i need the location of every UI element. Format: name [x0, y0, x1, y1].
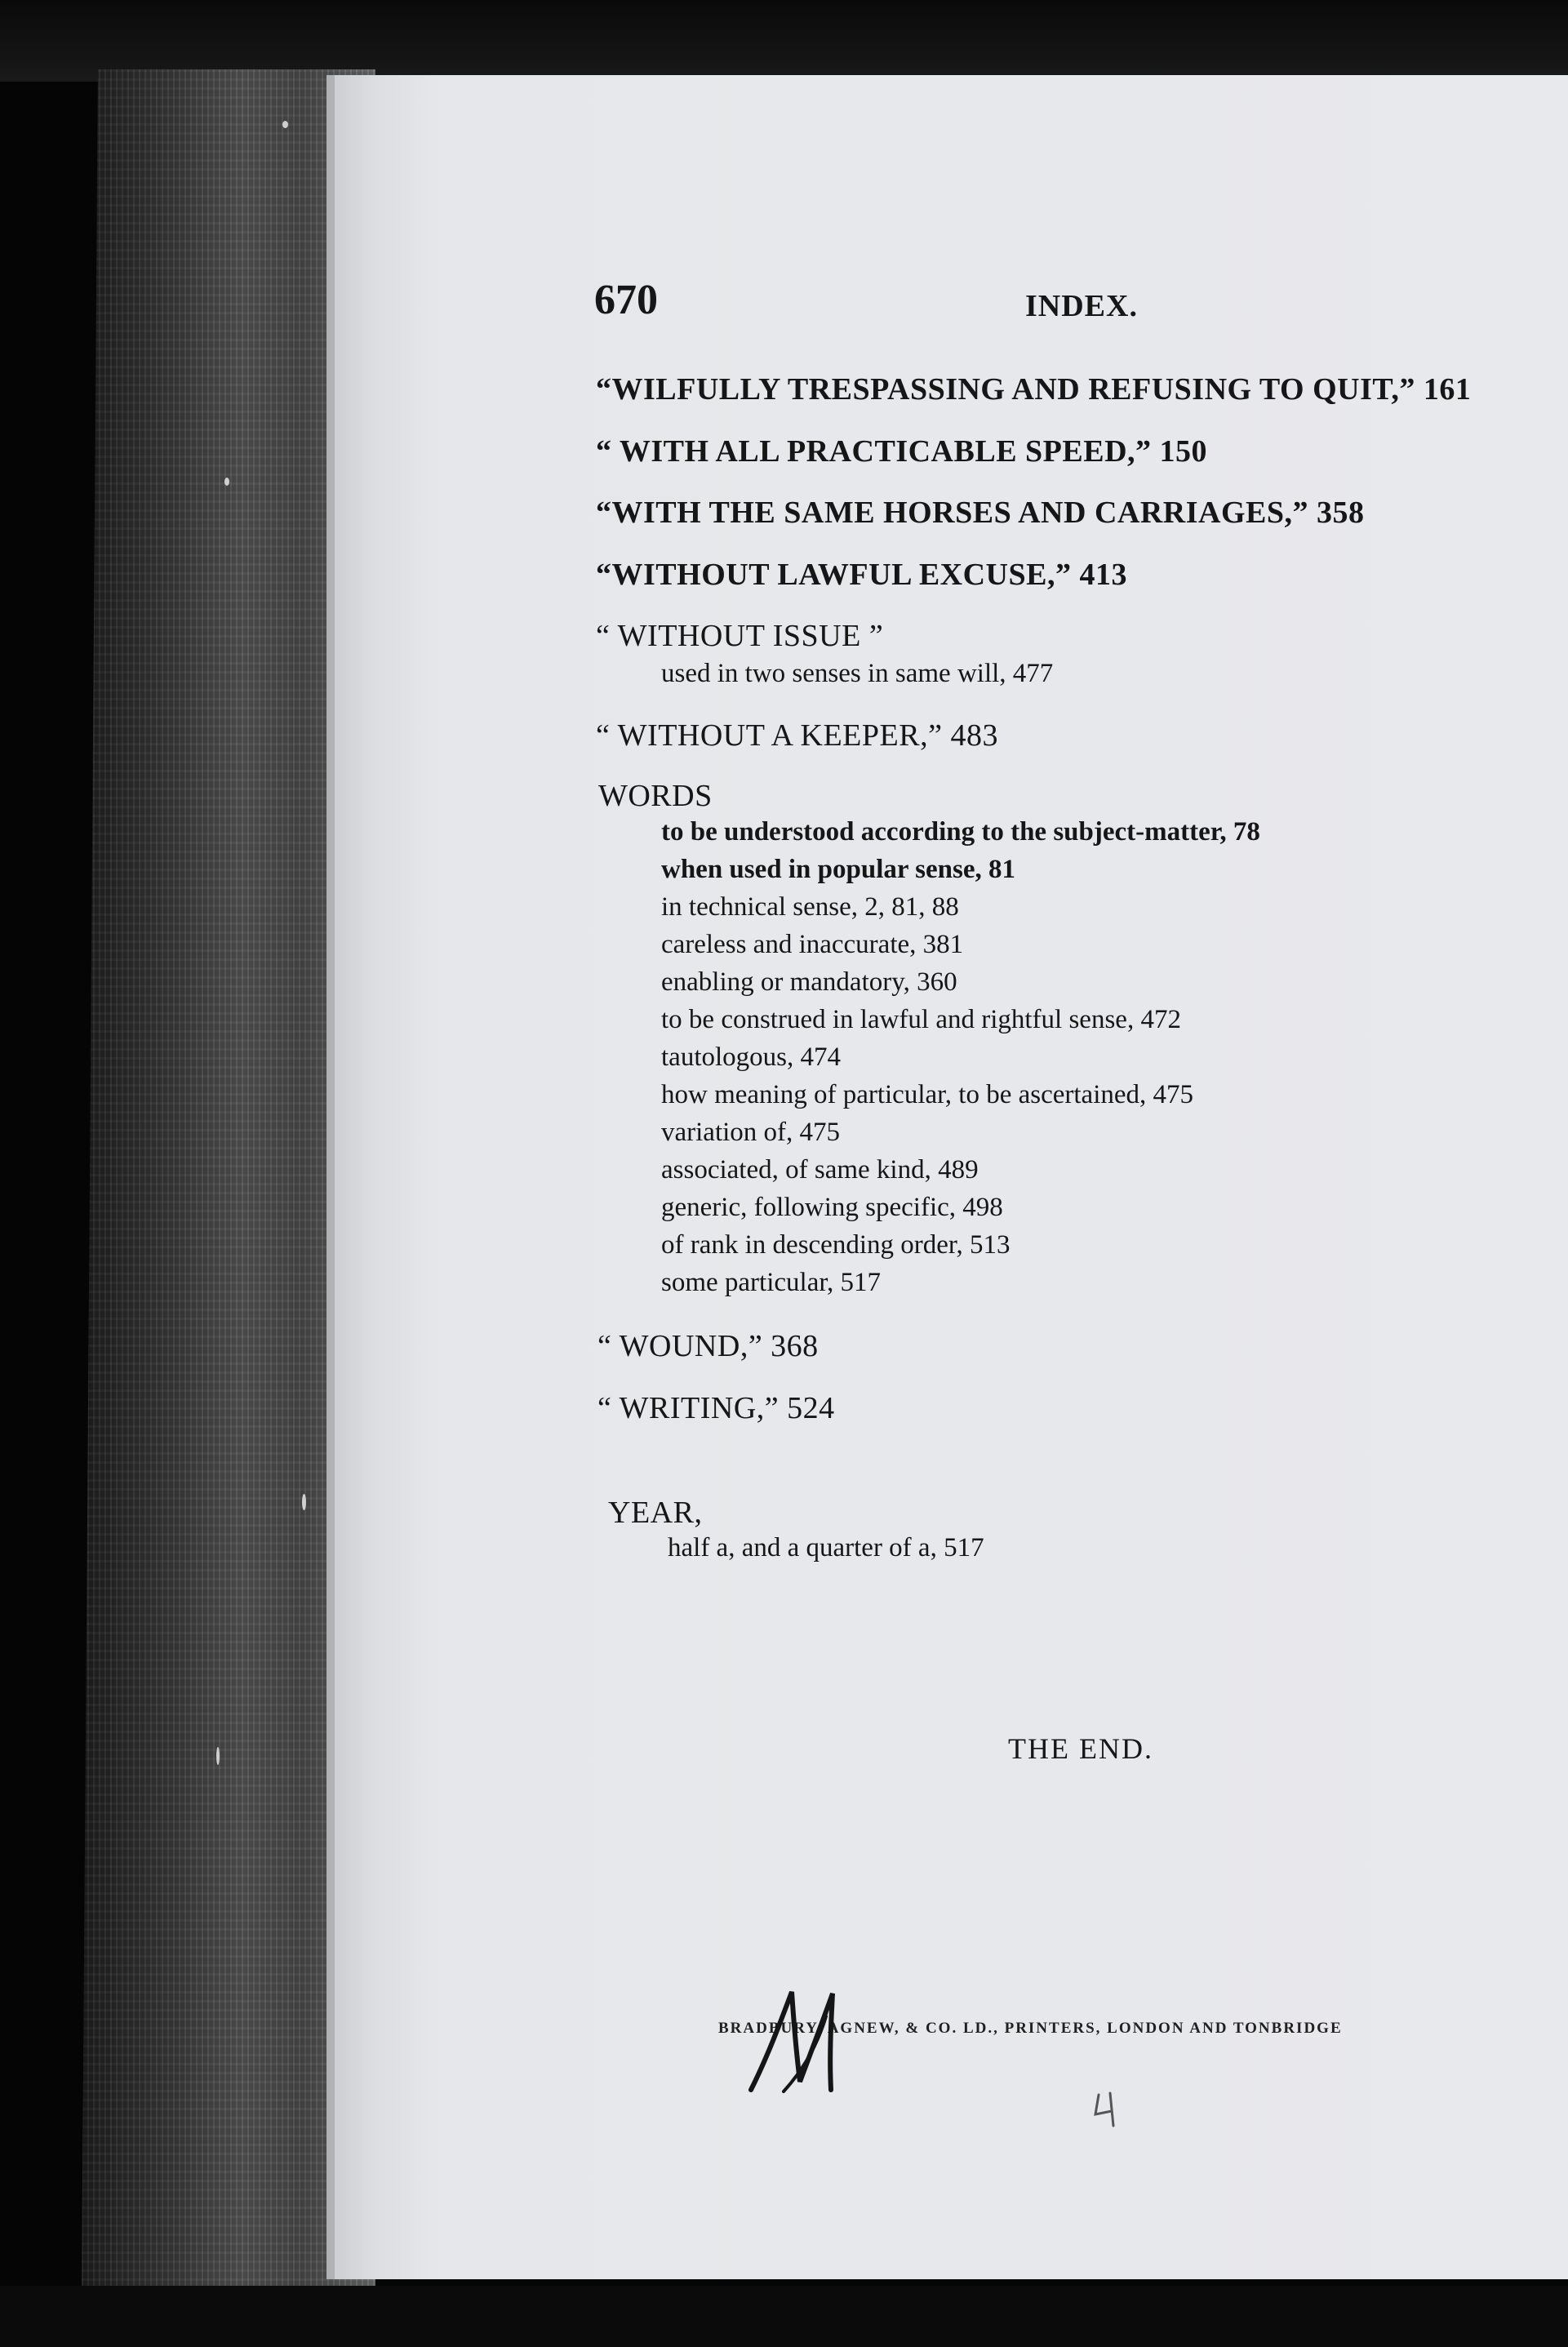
scan-bottom-border — [0, 2286, 1568, 2347]
index-entry-heading: WORDS — [598, 779, 713, 813]
index-entry-heading: YEAR, — [608, 1496, 703, 1530]
running-head: INDEX. — [1025, 289, 1138, 323]
index-subentry: to be understood according to the subject-matter, 78 — [661, 817, 1260, 847]
index-subentry: of rank in descending order, 513 — [661, 1230, 1011, 1260]
scan-speck — [216, 1747, 220, 1765]
index-entry-heading: “ WRITING,” 524 — [597, 1391, 835, 1425]
index-subentry: enabling or mandatory, 360 — [661, 967, 957, 997]
index-entry-heading: “WITHOUT LAWFUL EXCUSE,” 413 — [596, 558, 1127, 592]
index-entry-heading: “ WITHOUT A KEEPER,” 483 — [596, 718, 998, 753]
page-edge-shadow — [326, 75, 335, 2279]
index-subentry: some particular, 517 — [661, 1268, 882, 1297]
index-subentry: generic, following specific, 498 — [661, 1193, 1003, 1222]
handwritten-monogram — [735, 1984, 865, 2098]
scan-speck — [282, 121, 288, 128]
index-entry-heading: “ WITHOUT ISSUE ” — [596, 619, 884, 653]
index-subentry: associated, of same kind, 489 — [661, 1155, 979, 1185]
index-subentry: in technical sense, 2, 81, 88 — [661, 892, 959, 922]
index-subentry: to be construed in lawful and rightful sense, 472 — [661, 1005, 1181, 1034]
index-subentry: variation of, 475 — [661, 1118, 841, 1147]
index-entry-heading: “WILFULLY TRESPASSING AND REFUSING TO QUIT,” 161 — [596, 372, 1472, 407]
scan-speck — [302, 1494, 306, 1510]
page-number: 670 — [594, 277, 658, 323]
printer-imprint: BRADBURY, AGNEW, & CO. LD., PRINTERS, LONDON AND TONBRIDGE — [718, 2020, 1343, 2037]
index-subentry: careless and inaccurate, 381 — [661, 930, 964, 959]
scan-speck — [224, 478, 229, 486]
index-entry-heading: “ WITH ALL PRACTICABLE SPEED,” 150 — [596, 434, 1208, 469]
end-mark: THE END. — [1008, 1732, 1153, 1765]
index-subentry: used in two senses in same will, 477 — [661, 659, 1054, 688]
index-subentry: how meaning of particular, to be ascertained, 475 — [661, 1080, 1194, 1109]
pencil-mark — [1092, 2090, 1141, 2131]
index-entry-heading: “ WOUND,” 368 — [597, 1329, 819, 1363]
index-subentry: half a, and a quarter of a, 517 — [668, 1533, 984, 1562]
index-subentry: tautologous, 474 — [661, 1042, 841, 1072]
index-entry-heading: “WITH THE SAME HORSES AND CARRIAGES,” 358 — [596, 496, 1365, 530]
index-subentry: when used in popular sense, 81 — [661, 855, 1016, 884]
